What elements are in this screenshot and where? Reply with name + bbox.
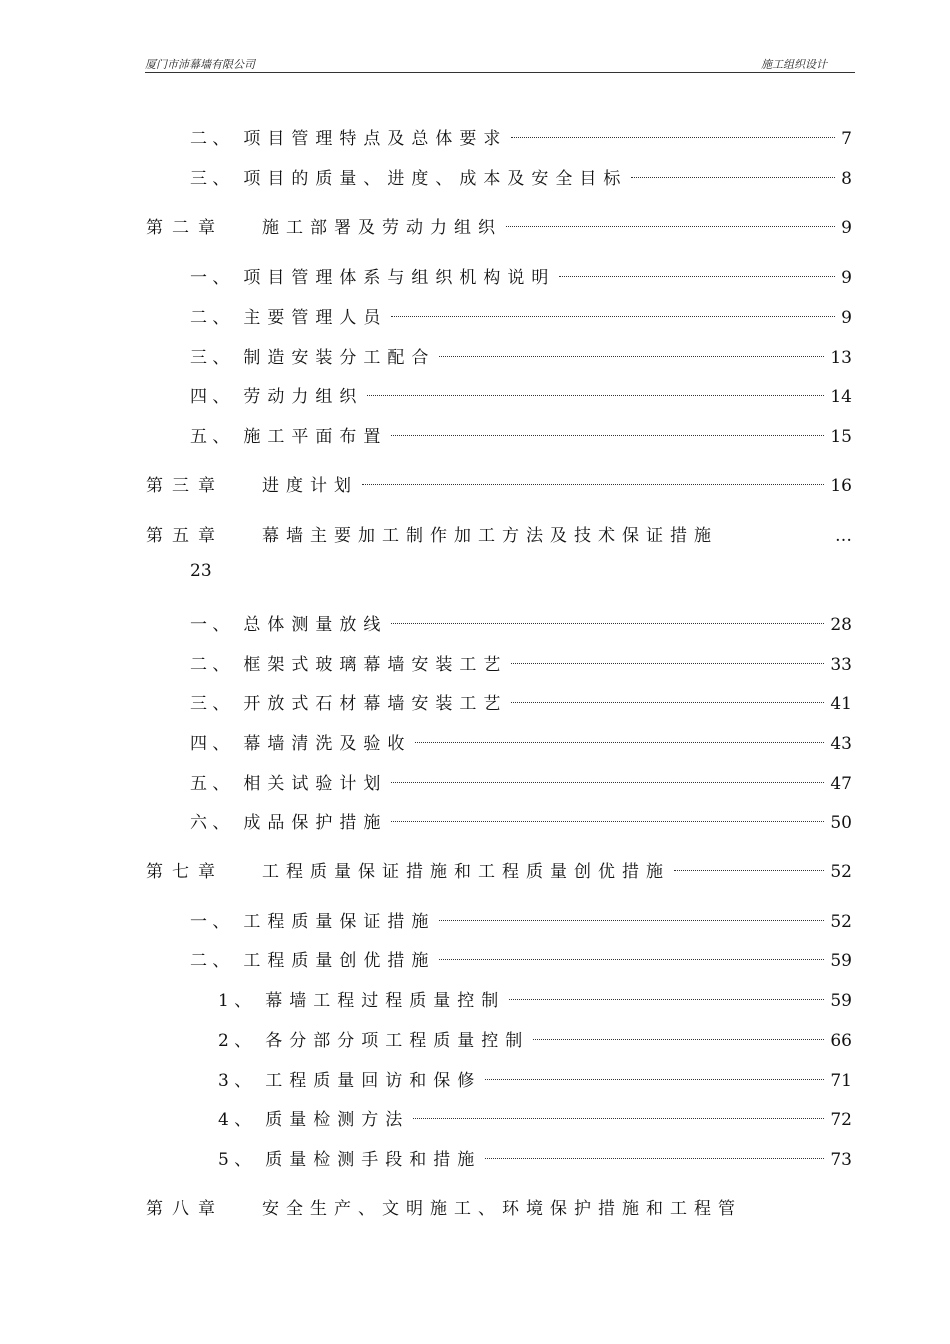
toc-entry-page: 59	[830, 951, 852, 971]
toc-leader-dots	[533, 1026, 824, 1040]
toc-entry-page: 33	[830, 655, 852, 675]
toc-chapter-title: 进度计划	[262, 476, 358, 496]
toc-entry-number: 五 、	[190, 427, 230, 447]
toc-leader-dots	[506, 213, 835, 227]
toc-entry-page: 9	[841, 218, 852, 238]
toc-entry-number: 五 、	[190, 774, 230, 794]
toc-chapter-number: 第三章	[146, 476, 224, 496]
toc-entry-page: 13	[830, 348, 852, 368]
toc-leader-dots	[391, 769, 824, 783]
toc-leader-dots	[415, 729, 824, 743]
toc-entry[interactable]	[190, 808, 852, 832]
toc-entry-title: 项目管理体系与组织机构说明	[243, 268, 556, 288]
toc-leader-dots	[413, 1105, 824, 1119]
toc-entry[interactable]	[190, 164, 852, 188]
toc-entry-number: 三 、	[190, 169, 230, 189]
toc-entry-number: 5 、	[218, 1150, 252, 1170]
toc-entry-number: 六 、	[190, 813, 230, 833]
toc-entry-title: 框架式玻璃幕墙安装工艺	[243, 655, 508, 675]
toc-entry-page: 41	[830, 694, 852, 714]
toc-entry[interactable]	[190, 769, 852, 793]
toc-chapter-entry[interactable]	[146, 1194, 852, 1218]
toc-entry-number: 一 、	[190, 615, 230, 635]
toc-entry[interactable]	[190, 729, 852, 753]
toc-entry-number: 2 、	[218, 1031, 252, 1051]
toc-leader-dots	[509, 986, 824, 1000]
toc-leader-dots	[631, 164, 835, 178]
toc-entry-title: 主要管理人员	[243, 308, 388, 328]
toc-chapter-number: 第五章	[146, 526, 224, 546]
toc-entry[interactable]	[190, 907, 852, 931]
toc-entry[interactable]	[190, 382, 852, 406]
toc-leader-dots	[391, 303, 835, 317]
toc-chapter-entry[interactable]	[146, 857, 852, 881]
toc-entry-page: 71	[830, 1071, 852, 1091]
toc-entry[interactable]	[190, 946, 852, 970]
toc-entry[interactable]	[190, 610, 852, 634]
toc-leader-dots	[439, 946, 824, 960]
toc-entry-title: 质量检测方法	[265, 1110, 410, 1130]
toc-entry-number: 三 、	[190, 348, 230, 368]
toc-subentry[interactable]	[218, 1145, 852, 1169]
toc-chapter-title: 工程质量保证措施和工程质量创优措施	[262, 862, 670, 882]
toc-entry-number: 一 、	[190, 912, 230, 932]
toc-leader-dots	[391, 422, 824, 436]
toc-entry[interactable]	[190, 124, 852, 148]
toc-entry-title: 幕墙清洗及验收	[243, 734, 412, 754]
toc-chapter-entry[interactable]	[146, 521, 852, 545]
toc-entry-title: 开放式石材幕墙安装工艺	[243, 694, 508, 714]
toc-entry-title: 幕墙工程过程质量控制	[265, 991, 506, 1011]
toc-entry-number: 二 、	[190, 129, 230, 149]
header-company: 厦门市沛幕墙有限公司	[145, 58, 255, 71]
toc-entry-title: 制造安装分工配合	[243, 348, 436, 368]
toc-entry-page: 47	[830, 774, 852, 794]
toc-chapter-title: 幕墙主要加工制作加工方法及技术保证措施	[262, 526, 718, 546]
toc-chapter-number: 第七章	[146, 862, 224, 882]
toc-entry-title: 劳动力组织	[243, 387, 364, 407]
toc-leader-dots	[391, 610, 824, 624]
toc-entry[interactable]	[190, 689, 852, 713]
toc-entry-number: 三 、	[190, 694, 230, 714]
toc-leader-dots	[391, 808, 824, 822]
toc-entry-number: 二 、	[190, 308, 230, 328]
toc-chapter-number: 第二章	[146, 218, 224, 238]
toc-entry-page: 52	[830, 862, 852, 882]
toc-entry-number: 一 、	[190, 268, 230, 288]
toc-entry[interactable]	[190, 422, 852, 446]
toc-entry-page: 8	[841, 169, 852, 189]
toc-entry-title: 相关试验计划	[243, 774, 388, 794]
toc-entry-title: 总体测量放线	[243, 615, 388, 635]
toc-entry[interactable]	[190, 263, 852, 287]
toc-entry-number: 二 、	[190, 655, 230, 675]
toc-entry-title: 工程质量回访和保修	[265, 1071, 482, 1091]
toc-leader-dots	[362, 471, 824, 485]
toc-entry-page: 9	[841, 308, 852, 328]
toc-leader-dots	[511, 650, 824, 664]
toc-leader-dots	[674, 857, 824, 871]
toc-entry-title: 项目的质量、进度、成本及安全目标	[243, 169, 628, 189]
toc-entry-page: 59	[830, 991, 852, 1011]
toc-entry-number: 1 、	[218, 991, 252, 1011]
toc-subentry[interactable]	[218, 986, 852, 1010]
toc-entry-title: 项目管理特点及总体要求	[243, 129, 508, 149]
toc-entry-title: 质量检测手段和措施	[265, 1150, 482, 1170]
toc-entry-title: 工程质量保证措施	[243, 912, 436, 932]
toc-entry[interactable]	[190, 650, 852, 674]
toc-entry-page: 15	[830, 427, 852, 447]
toc-entry-page: 23	[190, 561, 212, 581]
toc-entry-title: 成品保护措施	[243, 813, 388, 833]
toc-entry[interactable]	[190, 303, 852, 327]
toc-entry-title: 施工平面布置	[243, 427, 388, 447]
toc-chapter-entry[interactable]	[146, 213, 852, 237]
toc-entry-page: 9	[841, 268, 852, 288]
toc-entry-page: 73	[830, 1150, 852, 1170]
toc-subentry[interactable]	[218, 1026, 852, 1050]
toc-entry-number: 四 、	[190, 734, 230, 754]
toc-entry-page: 50	[830, 813, 852, 833]
toc-entry-number: 二 、	[190, 951, 230, 971]
toc-entry-number: 3 、	[218, 1071, 252, 1091]
toc-leader-dots	[439, 907, 824, 921]
toc-entry-page: 16	[830, 476, 852, 496]
toc-entry-number: 4 、	[218, 1110, 252, 1130]
toc-entry-page: 7	[841, 129, 852, 149]
toc-leader-dots	[511, 689, 824, 703]
toc-leader-dots	[367, 382, 824, 396]
toc-entry-page: 43	[830, 734, 852, 754]
toc-leader-dots	[439, 343, 824, 357]
toc-entry-page: 66	[830, 1031, 852, 1051]
toc-leader-dots	[485, 1066, 824, 1080]
toc-subentry[interactable]	[218, 1066, 852, 1090]
toc-entry-title: 工程质量创优措施	[243, 951, 436, 971]
header-doc-title: 施工组织设计	[761, 58, 827, 71]
toc-chapter-number: 第八章	[146, 1199, 224, 1219]
page-header	[145, 56, 855, 73]
toc-entry-page: 14	[830, 387, 852, 407]
toc-entry-page: 28	[830, 615, 852, 635]
toc-chapter-title: 安全生产、文明施工、环境保护措施和工程管	[262, 1199, 742, 1219]
toc-leader-dots	[559, 263, 835, 277]
toc-leader-dots	[485, 1145, 824, 1159]
toc-entry-page: 72	[830, 1110, 852, 1130]
toc-leader-dots	[511, 124, 835, 138]
toc-entry-title: 各分部分项工程质量控制	[265, 1031, 530, 1051]
toc-chapter-title: 施工部署及劳动力组织	[262, 218, 502, 238]
toc-chapter-entry[interactable]	[146, 471, 852, 495]
toc-subentry[interactable]	[218, 1105, 852, 1129]
toc-entry-page: 52	[830, 912, 852, 932]
toc-entry[interactable]	[190, 343, 852, 367]
toc-entry-number: 四 、	[190, 387, 230, 407]
toc-ellipsis: …	[835, 526, 852, 546]
